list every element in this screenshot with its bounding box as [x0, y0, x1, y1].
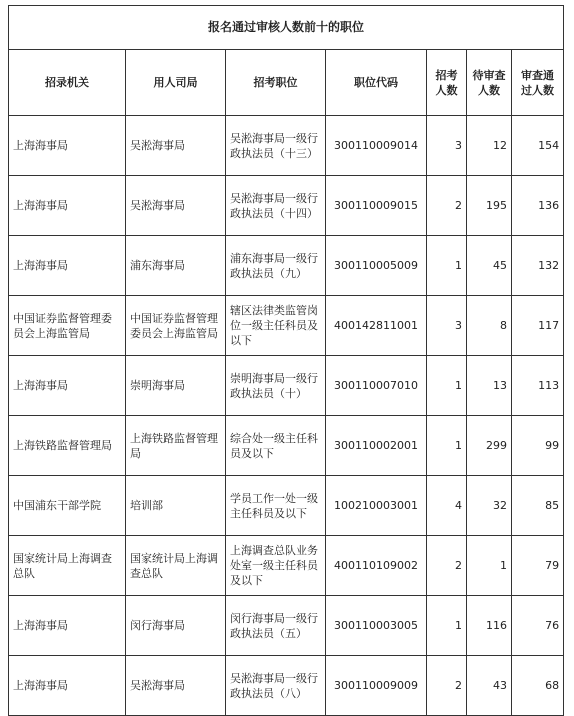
position-cell: 吴淞海事局一级行政执法员（十三） [226, 116, 326, 176]
approved-cell: 132 [512, 236, 564, 296]
openings-cell: 1 [427, 596, 467, 656]
hiring-agency-cell: 中国证券监督管理委员会上海监管局 [9, 296, 126, 356]
position-cell: 学员工作一处一级主任科员及以下 [226, 476, 326, 536]
approved-cell: 68 [512, 656, 564, 716]
position-code-cell: 300110003005 [326, 596, 427, 656]
position-code-cell: 300110009009 [326, 656, 427, 716]
openings-cell: 2 [427, 536, 467, 596]
position-cell: 辖区法律类监管岗位一级主任科员及以下 [226, 296, 326, 356]
department-cell: 闵行海事局 [126, 596, 226, 656]
pending-review-cell: 12 [467, 116, 512, 176]
position-cell: 吴淞海事局一级行政执法员（十四） [226, 176, 326, 236]
openings-cell: 4 [427, 476, 467, 536]
pending-review-cell: 299 [467, 416, 512, 476]
position-code-cell: 400142811001 [326, 296, 427, 356]
openings-cell: 1 [427, 416, 467, 476]
pending-review-cell: 195 [467, 176, 512, 236]
position-cell: 闵行海事局一级行政执法员（五） [226, 596, 326, 656]
position-cell: 崇明海事局一级行政执法员（十） [226, 356, 326, 416]
department-cell: 吴淞海事局 [126, 656, 226, 716]
approved-cell: 136 [512, 176, 564, 236]
position-cell: 上海调查总队业务处室一级主任科员及以下 [226, 536, 326, 596]
department-cell: 崇明海事局 [126, 356, 226, 416]
approved-cell: 99 [512, 416, 564, 476]
pending-review-cell: 1 [467, 536, 512, 596]
header-department: 用人司局 [126, 50, 226, 116]
table-row [9, 596, 564, 656]
approved-cell: 117 [512, 296, 564, 356]
position-cell: 综合处一级主任科员及以下 [226, 416, 326, 476]
hiring-agency-cell: 上海铁路监督管理局 [9, 416, 126, 476]
department-cell: 吴淞海事局 [126, 176, 226, 236]
pending-review-cell: 32 [467, 476, 512, 536]
position-code-cell: 300110005009 [326, 236, 427, 296]
header-row [9, 50, 564, 116]
department-cell: 浦东海事局 [126, 236, 226, 296]
header-position: 招考职位 [226, 50, 326, 116]
openings-cell: 2 [427, 656, 467, 716]
pending-review-cell: 45 [467, 236, 512, 296]
header-openings: 招考人数 [427, 50, 467, 116]
position-code-cell: 300110009014 [326, 116, 427, 176]
header-hiring-agency: 招录机关 [9, 50, 126, 116]
hiring-agency-cell: 国家统计局上海调查总队 [9, 536, 126, 596]
hiring-agency-cell: 上海海事局 [9, 596, 126, 656]
table-row [9, 236, 564, 296]
table-row [9, 416, 564, 476]
approved-cell: 85 [512, 476, 564, 536]
openings-cell: 3 [427, 116, 467, 176]
position-cell: 吴淞海事局一级行政执法员（八） [226, 656, 326, 716]
openings-cell: 1 [427, 356, 467, 416]
hiring-agency-cell: 上海海事局 [9, 656, 126, 716]
hiring-agency-cell: 上海海事局 [9, 356, 126, 416]
header-pending-review: 待审查人数 [467, 50, 512, 116]
approved-cell: 76 [512, 596, 564, 656]
approved-cell: 113 [512, 356, 564, 416]
approved-cell: 79 [512, 536, 564, 596]
pending-review-cell: 13 [467, 356, 512, 416]
position-cell: 浦东海事局一级行政执法员（九） [226, 236, 326, 296]
hiring-agency-cell: 上海海事局 [9, 176, 126, 236]
openings-cell: 1 [427, 236, 467, 296]
table-body [9, 116, 564, 716]
table-row [9, 476, 564, 536]
department-cell: 吴淞海事局 [126, 116, 226, 176]
department-cell: 中国证券监督管理委员会上海监管局 [126, 296, 226, 356]
hiring-agency-cell: 上海海事局 [9, 236, 126, 296]
position-code-cell: 300110007010 [326, 356, 427, 416]
table-title: 报名通过审核人数前十的职位 [9, 6, 564, 50]
table-row [9, 536, 564, 596]
ranking-table [8, 5, 564, 716]
department-cell: 培训部 [126, 476, 226, 536]
department-cell: 国家统计局上海调查总队 [126, 536, 226, 596]
approved-cell: 154 [512, 116, 564, 176]
position-code-cell: 100210003001 [326, 476, 427, 536]
pending-review-cell: 8 [467, 296, 512, 356]
hiring-agency-cell: 中国浦东干部学院 [9, 476, 126, 536]
header-position-code: 职位代码 [326, 50, 427, 116]
pending-review-cell: 116 [467, 596, 512, 656]
header-approved: 审查通过人数 [512, 50, 564, 116]
table-row [9, 656, 564, 716]
openings-cell: 3 [427, 296, 467, 356]
table-row [9, 116, 564, 176]
pending-review-cell: 43 [467, 656, 512, 716]
openings-cell: 2 [427, 176, 467, 236]
position-code-cell: 300110009015 [326, 176, 427, 236]
position-code-cell: 300110002001 [326, 416, 427, 476]
ranking-table-container [8, 5, 564, 716]
table-row [9, 296, 564, 356]
hiring-agency-cell: 上海海事局 [9, 116, 126, 176]
position-code-cell: 400110109002 [326, 536, 427, 596]
table-row [9, 356, 564, 416]
table-row [9, 176, 564, 236]
department-cell: 上海铁路监督管理局 [126, 416, 226, 476]
